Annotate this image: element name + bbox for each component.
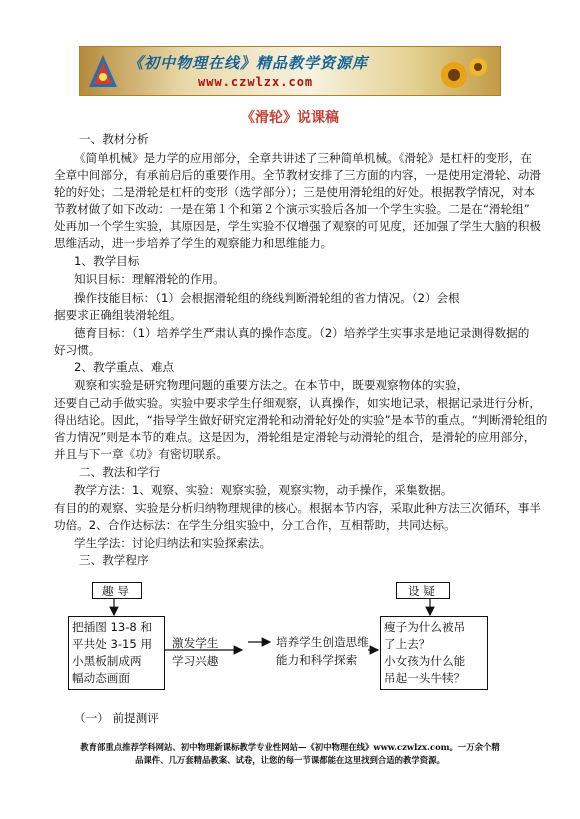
question-box [396,582,450,599]
right-content-box [380,616,488,690]
footer-line-2: 品课件、几万套精品教案、试卷，让您的每一节课都能在这里找到合适的教学资源。 [135,755,445,765]
interest-intro-label: 趣 导 [102,584,129,598]
paragraph-line: 观察和实验是研究物理问题的重要方法之。在本节中，既要观察物体的实验， [74,378,469,392]
question-label: 设 疑 [408,584,435,598]
paragraph-line: 好习惯。 [54,343,101,357]
paragraph-line: 有目的的观察、实验是分析归纳物理规律的核心。根据本节内容，采取此种方法三次循环，事半 [54,501,541,515]
paragraph-line: 操作技能目标：（1）会根据滑轮组的绕线判断滑轮组的省力情况。（2）会根 [74,291,460,305]
box-line: 平共处 3-15 用 [72,637,153,651]
paragraph-line: 《简单机械》是力学的应用部分，全章共讲述了三种简单机械。《滑轮》是杠杆的变形，在 [74,151,532,165]
box-line: 瘦子为什么被吊 [384,620,466,634]
box-line: 小女孩为什么能 [384,654,466,668]
paragraph-line: 省力情况”则是本节的难点。这是因为，滑轮组是定滑轮与动滑轮的组合，是滑轮的应用部分， [54,430,536,444]
paragraph-line: 德育目标：（1）培养学生严肃认真的操作态度。（2）培养学生实事求是地记录测得数据的 [74,326,530,340]
pre-assessment-heading: （一） 前提测评 [74,711,159,725]
paragraph-line: 并且与下一章《功》有密切联系。 [54,447,228,461]
motivation-line-2: 学习兴趣 [172,654,219,668]
left-content-box [68,616,165,690]
paragraph-line: 得出结论。因此，“指导学生做好研究定滑轮和动滑轮好处的实验”是本节的重点。“判断滑轮组的 [54,413,548,427]
box-line: 把插图 13-8 和 [72,620,153,634]
paragraph-line: 学生学法：讨论归纳法和实验探索法。 [74,536,272,550]
paragraph-line: 节教材做了如下改动：一是在第１个和第２个演示实验后各加一个学生实验。二是在“滑轮组” [54,202,530,216]
banner-url: www.czwlzx.com [198,75,314,89]
box-line: 幅动态画面 [72,671,130,685]
banner-title: 《初中物理在线》精品教学资源库 [128,54,369,72]
paragraph-line: 全章中间部分，有承前启后的重要作用。全节教材安排了三方面的内容，一是使用定滑轮、动滑 [54,168,541,182]
paragraph-line: 还要自己动手做实验。实验中要求学生仔细观察，认真操作，如实地记录，根据记录进行分析， [54,396,541,410]
thinking-line-1: 培养学生创造思维 [276,635,369,649]
motivation-line-1: 激发学生 [172,636,219,650]
footer-line-1: 教育部重点推荐学科网站、初中物理新课标教学专业性网站—《初中物理在线》www.czwlzx.com。一万余个精 [80,742,500,752]
paragraph-line: 功倍。2、合作达标法：在学生分组实验中，分工合作，互相帮助，共同达标。 [54,518,456,532]
subheading: 2、教学重点、难点 [74,360,175,374]
paragraph-line: 教学方法：1、观察、实验：观察实验，观察实物，动手操作，采集数据。 [74,483,453,497]
heading-3: 三、教学程序 [79,553,149,567]
heading-1: 一、教材分析 [79,132,149,146]
paragraph-line: 思维活动，进一步培养了学生的观察能力和思维能力。 [54,236,333,250]
paragraph-line: 轮的好处；二是滑轮是杠杆的变形（选学部分）；三是使用滑轮组的好处。根据教学情况，对本 [54,185,536,199]
interest-intro-box [92,582,142,599]
paragraph-line: 处再加一个学生实验，其原因是，学生实验不仅增强了观察的可见度，还加强了学生大脑的积极 [54,219,541,233]
box-line: 了上去？ [384,637,431,651]
heading-2: 二、教法和学行 [79,465,161,479]
thinking-line-2: 能力和科学探索 [276,653,358,667]
document-title: 《滑轮》说课稿 [241,110,339,126]
subheading: 1、教学目标 [74,254,140,268]
box-line: 小黑板制成两 [72,654,142,668]
paragraph-line: 知识目标：理解滑轮的作用。 [74,272,225,286]
paragraph-line: 据要求正确组装滑轮组。 [54,308,182,322]
box-line: 吊起一头牛犊？ [384,671,466,685]
